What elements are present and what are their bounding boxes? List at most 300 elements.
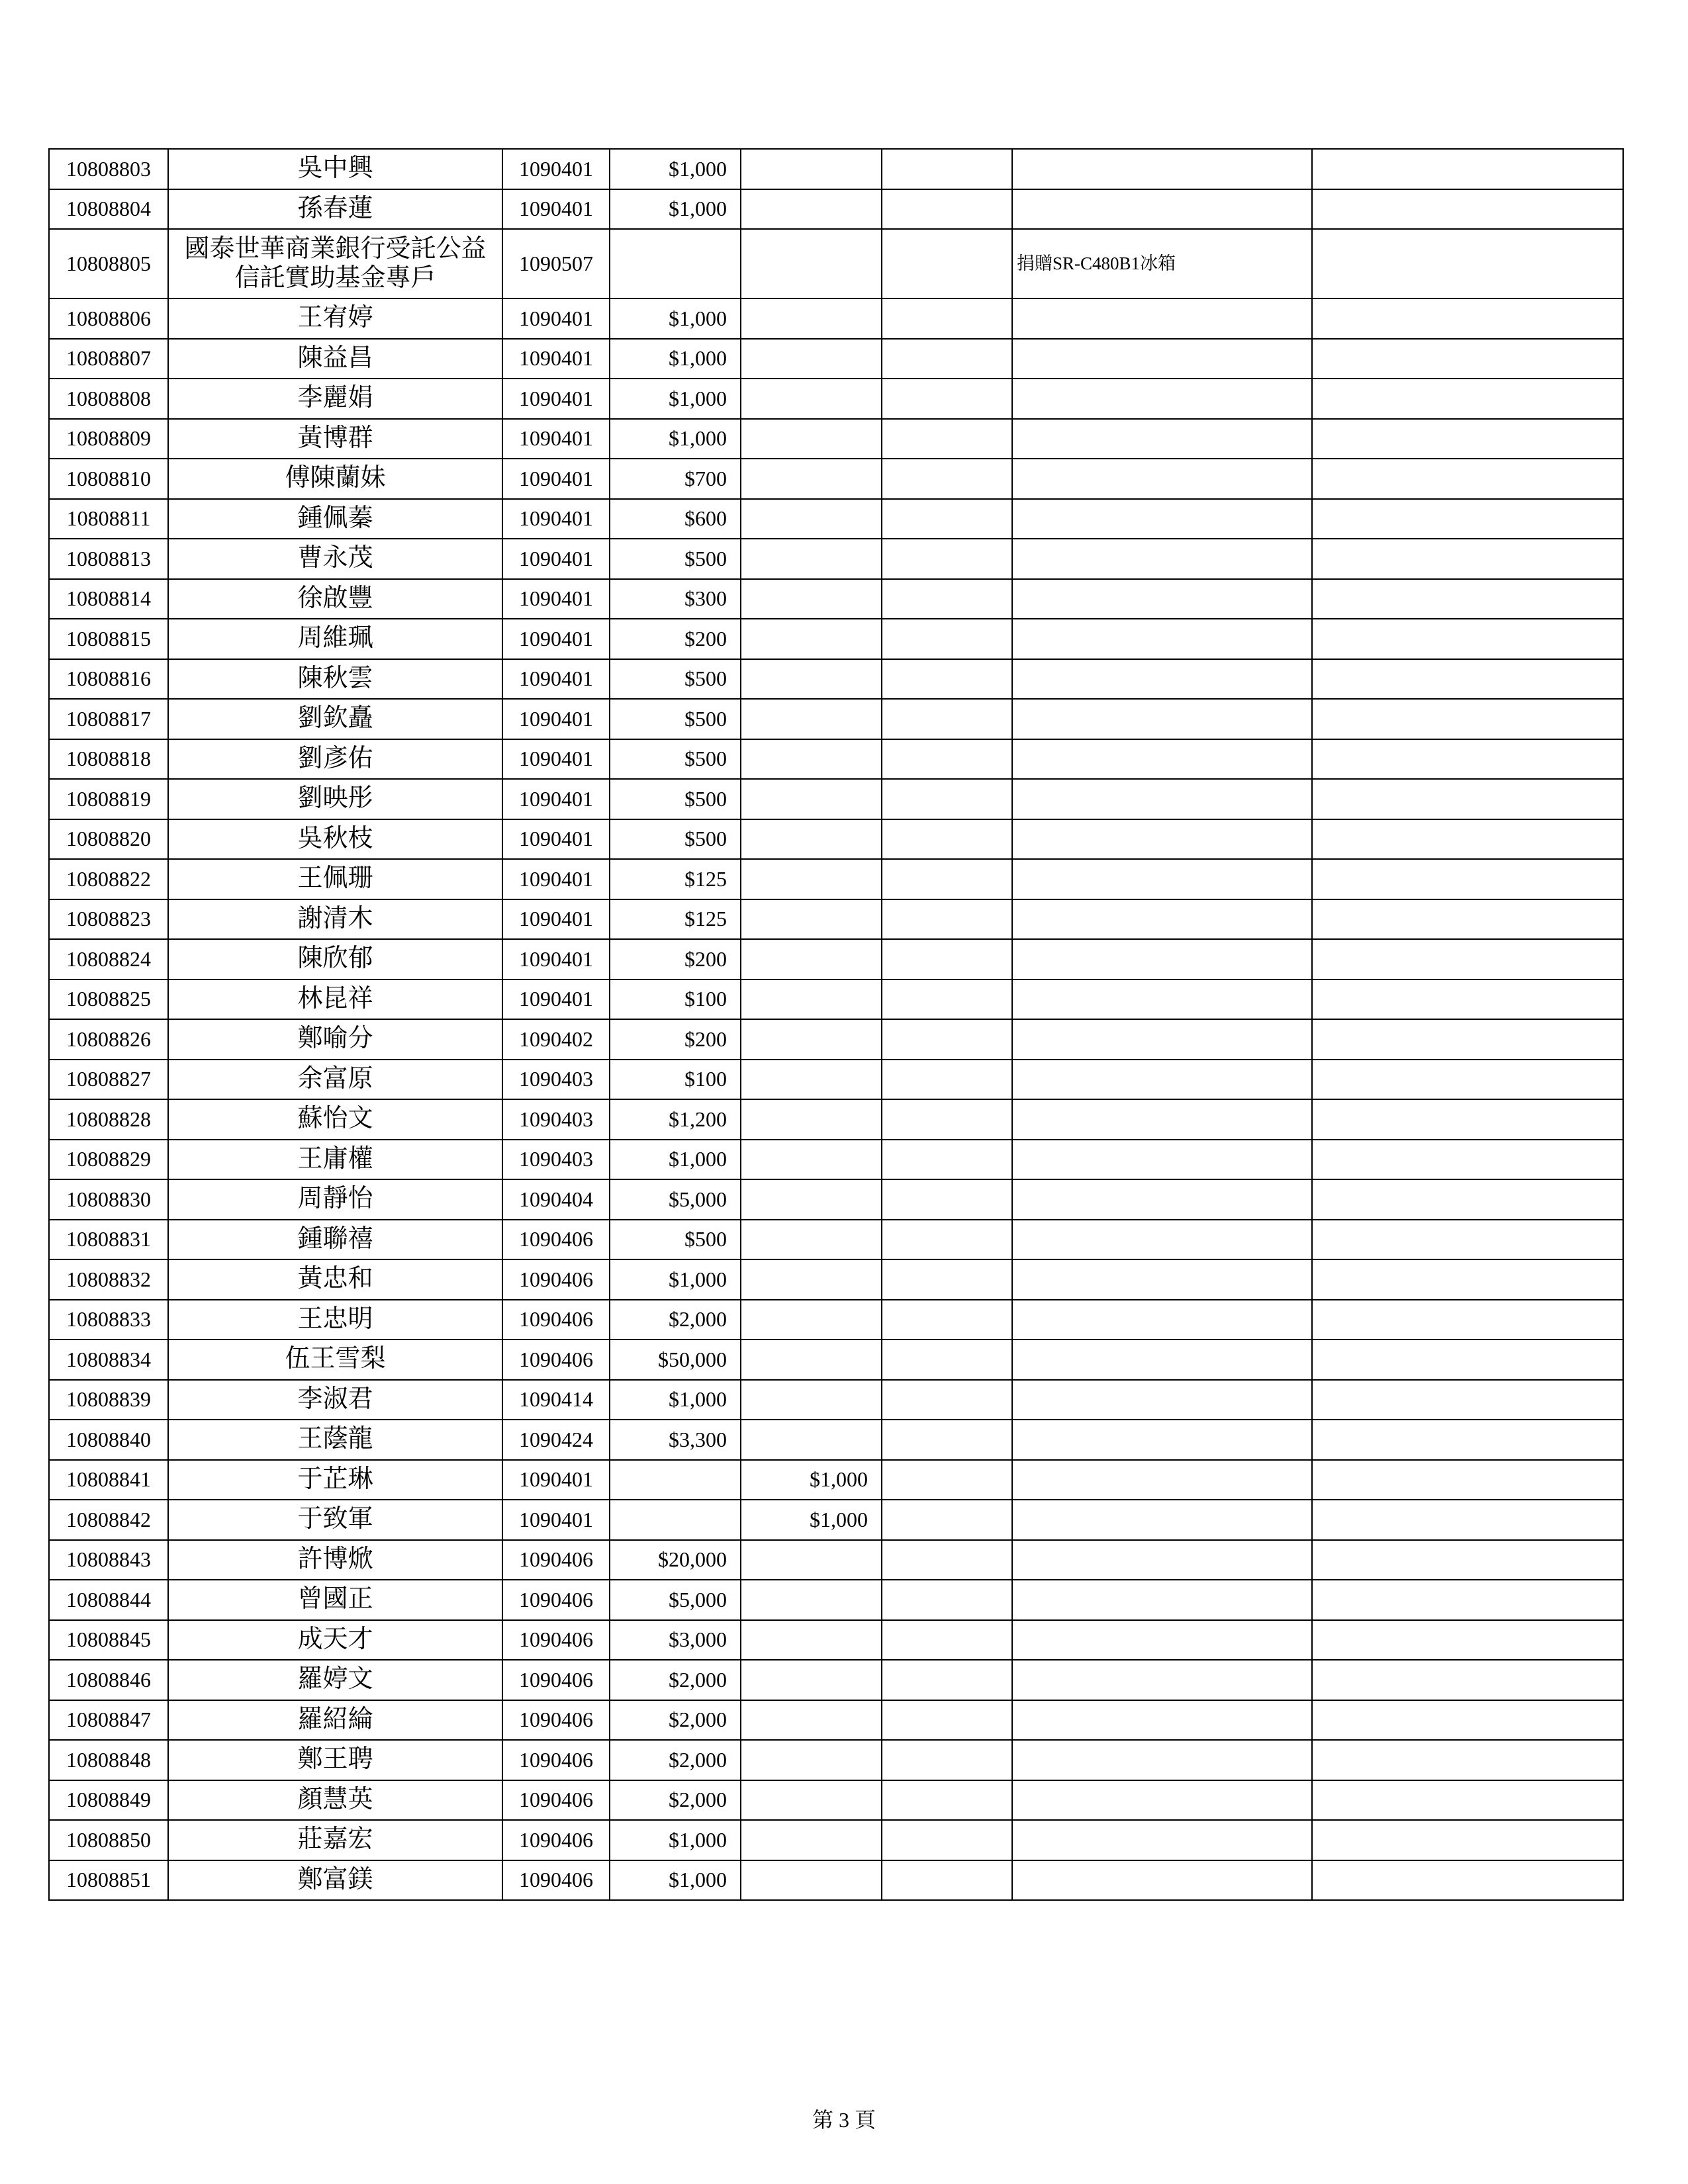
table-row — [49, 1620, 1623, 1661]
table-row — [49, 1140, 1623, 1180]
donation-amount-2 — [741, 1620, 882, 1661]
donation-amount-2 — [741, 1780, 882, 1821]
receipt-number: 10808814 — [49, 579, 168, 619]
empty-cell — [1312, 899, 1623, 940]
table-row — [49, 1780, 1623, 1821]
empty-cell — [1312, 1660, 1623, 1700]
donation-date: 1090406 — [502, 1780, 610, 1821]
empty-cell — [1312, 619, 1623, 659]
empty-cell — [1312, 859, 1623, 899]
receipt-number: 10808824 — [49, 939, 168, 979]
empty-cell — [1312, 339, 1623, 379]
donation-amount-2 — [741, 939, 882, 979]
receipt-number: 10808827 — [49, 1060, 168, 1100]
donation-amount-2 — [741, 1140, 882, 1180]
receipt-number: 10808816 — [49, 659, 168, 700]
empty-cell — [882, 739, 1012, 780]
empty-cell — [882, 1220, 1012, 1260]
donor-name: 陳益昌 — [168, 339, 502, 379]
donation-note — [1012, 1220, 1312, 1260]
donor-name: 羅紹綸 — [168, 1700, 502, 1741]
receipt-number: 10808822 — [49, 859, 168, 899]
donor-name: 蘇怡文 — [168, 1099, 502, 1140]
table-row — [49, 1019, 1623, 1060]
table-row — [49, 619, 1623, 659]
donation-note — [1012, 1140, 1312, 1180]
donor-name: 吳中興 — [168, 149, 502, 189]
donation-date: 1090401 — [502, 779, 610, 819]
empty-cell — [882, 189, 1012, 230]
donation-note — [1012, 859, 1312, 899]
donor-name: 許博焮 — [168, 1540, 502, 1580]
donation-date: 1090401 — [502, 298, 610, 339]
empty-cell — [1312, 1340, 1623, 1380]
empty-cell — [1312, 739, 1623, 780]
table-row — [49, 1300, 1623, 1340]
table-row — [49, 899, 1623, 940]
donation-amount-2 — [741, 659, 882, 700]
empty-cell — [882, 1860, 1012, 1901]
receipt-number: 10808818 — [49, 739, 168, 780]
receipt-number: 10808831 — [49, 1220, 168, 1260]
donation-amount-2 — [741, 1420, 882, 1460]
table-row — [49, 1660, 1623, 1700]
donation-date: 1090406 — [502, 1860, 610, 1901]
empty-cell — [1312, 149, 1623, 189]
donation-amount-2 — [741, 339, 882, 379]
receipt-number: 10808842 — [49, 1500, 168, 1540]
donation-note — [1012, 1099, 1312, 1140]
donation-note — [1012, 499, 1312, 539]
donation-note — [1012, 1460, 1312, 1500]
donor-name: 吳秋枝 — [168, 819, 502, 860]
table-row — [49, 1580, 1623, 1620]
receipt-number: 10808848 — [49, 1740, 168, 1780]
donation-amount-2 — [741, 1259, 882, 1300]
receipt-number: 10808834 — [49, 1340, 168, 1380]
donation-amount-2 — [741, 1380, 882, 1420]
donation-amount: $2,000 — [610, 1780, 741, 1821]
table-row — [49, 298, 1623, 339]
donation-date: 1090404 — [502, 1179, 610, 1220]
donor-name: 陳秋雲 — [168, 659, 502, 700]
receipt-number: 10808841 — [49, 1460, 168, 1500]
receipt-number: 10808813 — [49, 539, 168, 579]
table-row — [49, 819, 1623, 860]
table-row — [49, 1700, 1623, 1741]
empty-cell — [882, 979, 1012, 1020]
donation-amount: $500 — [610, 779, 741, 819]
empty-cell — [882, 1780, 1012, 1821]
donation-note — [1012, 1340, 1312, 1380]
donation-amount-2 — [741, 1340, 882, 1380]
receipt-number: 10808843 — [49, 1540, 168, 1580]
table-row — [49, 379, 1623, 419]
donation-date: 1090406 — [502, 1300, 610, 1340]
table-row — [49, 579, 1623, 619]
donation-note — [1012, 1179, 1312, 1220]
empty-cell — [882, 1460, 1012, 1500]
donation-amount: $1,000 — [610, 419, 741, 459]
donation-note — [1012, 1300, 1312, 1340]
empty-cell — [1312, 1580, 1623, 1620]
empty-cell — [882, 1060, 1012, 1100]
receipt-number: 10808849 — [49, 1780, 168, 1821]
donation-note — [1012, 979, 1312, 1020]
empty-cell — [882, 1259, 1012, 1300]
receipt-number: 10808808 — [49, 379, 168, 419]
receipt-number: 10808850 — [49, 1820, 168, 1860]
receipt-number: 10808817 — [49, 699, 168, 739]
donation-amount: $1,200 — [610, 1099, 741, 1140]
donation-note — [1012, 699, 1312, 739]
empty-cell — [1312, 1780, 1623, 1821]
donor-name: 鍾佩蓁 — [168, 499, 502, 539]
donation-amount: $1,000 — [610, 189, 741, 230]
donation-note — [1012, 779, 1312, 819]
receipt-number: 10808846 — [49, 1660, 168, 1700]
empty-cell — [1312, 1099, 1623, 1140]
donation-amount-2 — [741, 459, 882, 499]
donor-name: 王佩珊 — [168, 859, 502, 899]
empty-cell — [1312, 1380, 1623, 1420]
donation-date: 1090401 — [502, 339, 610, 379]
donation-date: 1090401 — [502, 939, 610, 979]
receipt-number: 10808844 — [49, 1580, 168, 1620]
empty-cell — [882, 1420, 1012, 1460]
donation-amount-2 — [741, 1099, 882, 1140]
table-row — [49, 1420, 1623, 1460]
donation-amount: $1,000 — [610, 149, 741, 189]
donation-date: 1090406 — [502, 1700, 610, 1741]
donation-date: 1090401 — [502, 579, 610, 619]
donation-amount: $3,300 — [610, 1420, 741, 1460]
donation-date: 1090401 — [502, 1500, 610, 1540]
donation-date: 1090401 — [502, 819, 610, 860]
donation-amount-2 — [741, 149, 882, 189]
receipt-number: 10808815 — [49, 619, 168, 659]
donation-note — [1012, 1820, 1312, 1860]
donation-amount: $700 — [610, 459, 741, 499]
donation-amount-2 — [741, 1660, 882, 1700]
donation-amount-2 — [741, 1220, 882, 1260]
donation-amount: $1,000 — [610, 1820, 741, 1860]
donor-name: 鍾聯禧 — [168, 1220, 502, 1260]
donation-amount: $500 — [610, 1220, 741, 1260]
table-row — [49, 659, 1623, 700]
empty-cell — [882, 859, 1012, 899]
donation-note — [1012, 1060, 1312, 1100]
page-number: 第 3 頁 — [812, 2108, 876, 2132]
receipt-number: 10808810 — [49, 459, 168, 499]
empty-cell — [882, 149, 1012, 189]
donation-note — [1012, 1580, 1312, 1620]
donor-name: 王宥婷 — [168, 298, 502, 339]
donation-note — [1012, 1259, 1312, 1300]
empty-cell — [882, 379, 1012, 419]
donor-name: 曾國正 — [168, 1580, 502, 1620]
donation-amount: $2,000 — [610, 1740, 741, 1780]
table-row — [49, 499, 1623, 539]
donation-date: 1090402 — [502, 1019, 610, 1060]
donation-note — [1012, 579, 1312, 619]
donor-name: 劉彥佑 — [168, 739, 502, 780]
empty-cell — [1312, 1259, 1623, 1300]
empty-cell — [1312, 1019, 1623, 1060]
empty-cell — [882, 298, 1012, 339]
donation-note — [1012, 1420, 1312, 1460]
empty-cell — [882, 539, 1012, 579]
receipt-number: 10808807 — [49, 339, 168, 379]
donation-date: 1090406 — [502, 1340, 610, 1380]
empty-cell — [882, 1660, 1012, 1700]
table-row — [49, 1220, 1623, 1260]
empty-cell — [1312, 819, 1623, 860]
receipt-number: 10808828 — [49, 1099, 168, 1140]
empty-cell — [1312, 1740, 1623, 1780]
table-row — [49, 1060, 1623, 1100]
table-row — [49, 1860, 1623, 1901]
donor-name: 謝清木 — [168, 899, 502, 940]
donor-name: 曹永茂 — [168, 539, 502, 579]
receipt-number: 10808803 — [49, 149, 168, 189]
donation-amount: $500 — [610, 699, 741, 739]
donation-note — [1012, 189, 1312, 230]
donation-amount-2 — [741, 1580, 882, 1620]
receipt-number: 10808809 — [49, 419, 168, 459]
donation-amount: $5,000 — [610, 1580, 741, 1620]
donation-date: 1090401 — [502, 699, 610, 739]
empty-cell — [1312, 659, 1623, 700]
donation-amount-2: $1,000 — [741, 1500, 882, 1540]
donation-amount: $125 — [610, 859, 741, 899]
table-row — [49, 859, 1623, 899]
empty-cell — [882, 1580, 1012, 1620]
donation-date: 1090401 — [502, 619, 610, 659]
donation-amount-2 — [741, 819, 882, 860]
donation-amount: $2,000 — [610, 1300, 741, 1340]
donor-name: 劉映彤 — [168, 779, 502, 819]
empty-cell — [882, 1700, 1012, 1741]
donor-name: 黃博群 — [168, 419, 502, 459]
table-row — [49, 1540, 1623, 1580]
receipt-number: 10808806 — [49, 298, 168, 339]
donation-note — [1012, 379, 1312, 419]
receipt-number: 10808851 — [49, 1860, 168, 1901]
donor-name: 余富原 — [168, 1060, 502, 1100]
donor-name: 于致軍 — [168, 1500, 502, 1540]
donation-amount: $200 — [610, 619, 741, 659]
empty-cell — [1312, 539, 1623, 579]
receipt-number: 10808833 — [49, 1300, 168, 1340]
empty-cell — [1312, 1140, 1623, 1180]
empty-cell — [882, 1140, 1012, 1180]
empty-cell — [882, 939, 1012, 979]
empty-cell — [882, 819, 1012, 860]
donation-amount: $5,000 — [610, 1179, 741, 1220]
table-row — [49, 979, 1623, 1020]
receipt-number: 10808826 — [49, 1019, 168, 1060]
donor-name: 劉欽矗 — [168, 699, 502, 739]
donation-amount-2 — [741, 979, 882, 1020]
donation-amount: $1,000 — [610, 298, 741, 339]
receipt-number: 10808805 — [49, 229, 168, 298]
donation-date: 1090414 — [502, 1380, 610, 1420]
donation-note — [1012, 298, 1312, 339]
table-row — [49, 189, 1623, 230]
table-row — [49, 1179, 1623, 1220]
table-row — [49, 699, 1623, 739]
donor-name: 徐啟豐 — [168, 579, 502, 619]
donation-date: 1090406 — [502, 1540, 610, 1580]
donation-date: 1090401 — [502, 539, 610, 579]
donation-amount-2 — [741, 699, 882, 739]
empty-cell — [1312, 1820, 1623, 1860]
donor-name: 陳欣郁 — [168, 939, 502, 979]
receipt-number: 10808832 — [49, 1259, 168, 1300]
receipt-number: 10808830 — [49, 1179, 168, 1220]
donation-note — [1012, 459, 1312, 499]
empty-cell — [882, 1179, 1012, 1220]
empty-cell — [1312, 779, 1623, 819]
empty-cell — [1312, 1620, 1623, 1661]
donation-amount: $1,000 — [610, 1140, 741, 1180]
empty-cell — [1312, 579, 1623, 619]
table-row — [49, 229, 1623, 298]
donation-date: 1090401 — [502, 149, 610, 189]
donor-name: 鄭喻分 — [168, 1019, 502, 1060]
donation-amount: $100 — [610, 979, 741, 1020]
donation-note: 捐贈SR-C480B1冰箱 — [1012, 229, 1312, 298]
donor-name: 莊嘉宏 — [168, 1820, 502, 1860]
donation-date: 1090424 — [502, 1420, 610, 1460]
empty-cell — [882, 659, 1012, 700]
donor-name: 王庸權 — [168, 1140, 502, 1180]
donation-amount-2 — [741, 419, 882, 459]
receipt-number: 10808839 — [49, 1380, 168, 1420]
donation-amount-2 — [741, 739, 882, 780]
donor-name: 李淑君 — [168, 1380, 502, 1420]
donation-note — [1012, 1700, 1312, 1741]
donation-note — [1012, 1500, 1312, 1540]
donor-name: 國泰世華商業銀行受託公益信託實助基金專戶 — [168, 229, 502, 298]
donor-name: 李麗娟 — [168, 379, 502, 419]
table-row — [49, 1740, 1623, 1780]
empty-cell — [882, 339, 1012, 379]
donation-amount: $20,000 — [610, 1540, 741, 1580]
donation-amount-2 — [741, 1060, 882, 1100]
donation-date: 1090403 — [502, 1060, 610, 1100]
donation-note — [1012, 939, 1312, 979]
empty-cell — [882, 1099, 1012, 1140]
table-row — [49, 459, 1623, 499]
donation-date: 1090507 — [502, 229, 610, 298]
empty-cell — [882, 1540, 1012, 1580]
donation-amount: $1,000 — [610, 339, 741, 379]
donation-table — [48, 148, 1624, 1901]
empty-cell — [882, 779, 1012, 819]
empty-cell — [1312, 229, 1623, 298]
donation-note — [1012, 1780, 1312, 1821]
donor-name: 顏慧英 — [168, 1780, 502, 1821]
receipt-number: 10808840 — [49, 1420, 168, 1460]
empty-cell — [1312, 1860, 1623, 1901]
empty-cell — [882, 619, 1012, 659]
empty-cell — [1312, 1700, 1623, 1741]
donation-amount: $500 — [610, 819, 741, 860]
empty-cell — [1312, 298, 1623, 339]
empty-cell — [1312, 939, 1623, 979]
donation-amount-2 — [741, 229, 882, 298]
donation-date: 1090403 — [502, 1099, 610, 1140]
empty-cell — [882, 1740, 1012, 1780]
donation-note — [1012, 539, 1312, 579]
table-row — [49, 1820, 1623, 1860]
donation-amount: $200 — [610, 1019, 741, 1060]
donation-note — [1012, 419, 1312, 459]
receipt-number: 10808825 — [49, 979, 168, 1020]
donation-note — [1012, 1019, 1312, 1060]
empty-cell — [1312, 979, 1623, 1020]
donor-name: 鄭富鎂 — [168, 1860, 502, 1901]
donation-amount-2 — [741, 1540, 882, 1580]
donation-amount-2 — [741, 619, 882, 659]
donation-date: 1090401 — [502, 739, 610, 780]
table-row — [49, 149, 1623, 189]
empty-cell — [882, 699, 1012, 739]
empty-cell — [882, 899, 1012, 940]
donation-amount-2 — [741, 539, 882, 579]
receipt-number: 10808829 — [49, 1140, 168, 1180]
donation-amount-2 — [741, 1700, 882, 1741]
empty-cell — [882, 1820, 1012, 1860]
empty-cell — [882, 1019, 1012, 1060]
donation-date: 1090406 — [502, 1660, 610, 1700]
donation-amount: $500 — [610, 739, 741, 780]
table-row — [49, 1380, 1623, 1420]
donation-date: 1090406 — [502, 1220, 610, 1260]
empty-cell — [882, 1620, 1012, 1661]
table-row — [49, 419, 1623, 459]
donation-date: 1090401 — [502, 859, 610, 899]
empty-cell — [882, 499, 1012, 539]
table-row — [49, 939, 1623, 979]
donor-name: 伍王雪梨 — [168, 1340, 502, 1380]
donor-name: 于芷琳 — [168, 1460, 502, 1500]
empty-cell — [1312, 189, 1623, 230]
donation-date: 1090401 — [502, 499, 610, 539]
donation-amount: $1,000 — [610, 379, 741, 419]
donation-amount: $500 — [610, 539, 741, 579]
donation-date: 1090401 — [502, 979, 610, 1020]
donation-note — [1012, 899, 1312, 940]
empty-cell — [882, 1300, 1012, 1340]
donation-amount-2 — [741, 1820, 882, 1860]
donation-note — [1012, 1740, 1312, 1780]
donation-amount: $2,000 — [610, 1660, 741, 1700]
empty-cell — [882, 1380, 1012, 1420]
donor-name: 林昆祥 — [168, 979, 502, 1020]
donation-amount-2 — [741, 379, 882, 419]
donor-name: 成天才 — [168, 1620, 502, 1661]
donation-amount-2 — [741, 859, 882, 899]
donation-amount: $100 — [610, 1060, 741, 1100]
donation-amount-2 — [741, 298, 882, 339]
donation-amount-2 — [741, 1179, 882, 1220]
donation-note — [1012, 1620, 1312, 1661]
receipt-number: 10808823 — [49, 899, 168, 940]
donation-date: 1090406 — [502, 1259, 610, 1300]
